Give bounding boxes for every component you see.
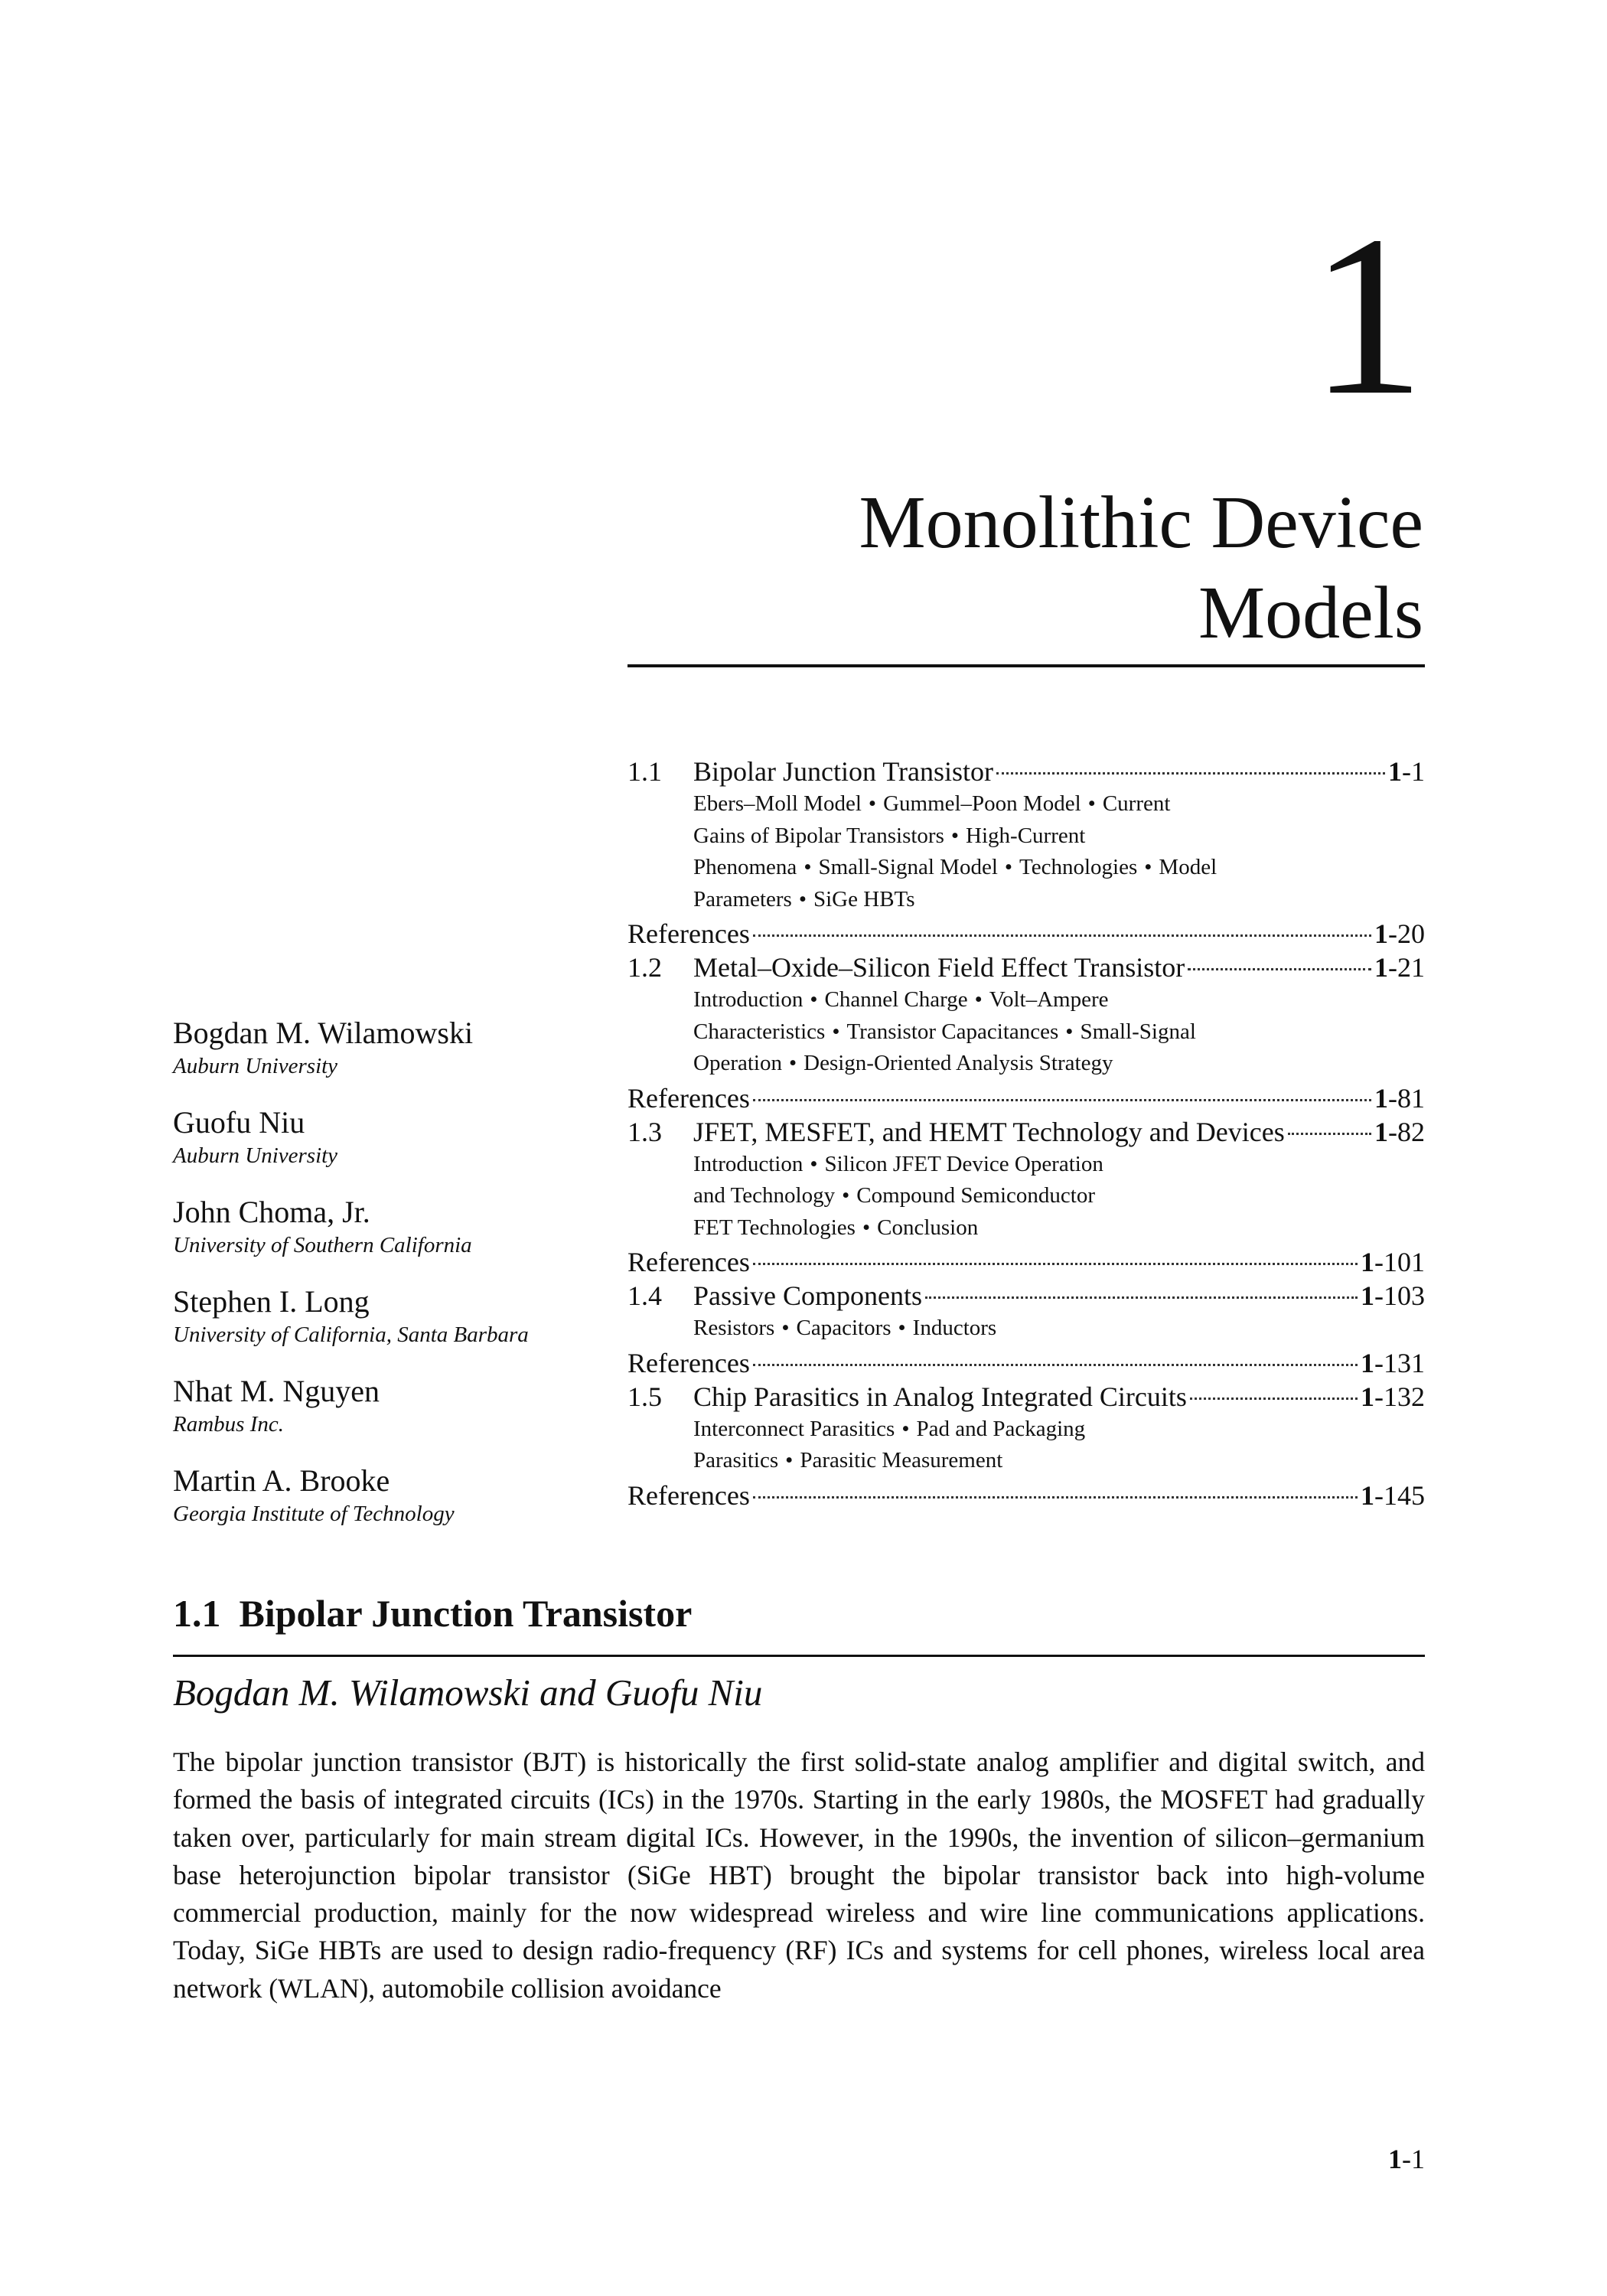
toc-leader-dots: [1288, 1133, 1371, 1135]
toc-subtopic-line: [693, 1048, 1425, 1080]
toc-subtopic-line: [693, 1016, 1425, 1049]
bullet-separator-icon: •: [810, 987, 818, 1012]
toc-subtopic: Introduction: [693, 1151, 804, 1176]
section-rule: [173, 1655, 1425, 1657]
toc-references-entry[interactable]: [627, 1346, 1425, 1380]
author-name: Martin A. Brooke: [173, 1463, 390, 1498]
toc-entry-label: References: [627, 1082, 750, 1114]
toc-entry-label: Metal–Oxide–Silicon Field Effect Transistor: [693, 952, 1185, 983]
toc-entry-label: References: [627, 1479, 750, 1511]
toc-page-number: 1-1: [1388, 756, 1425, 787]
toc-subtopic: Design-Oriented Analysis Strategy: [804, 1051, 1113, 1075]
table-of-contents: [627, 755, 1425, 1512]
author-name: Nhat M. Nguyen: [173, 1374, 380, 1408]
toc-page-number: 1-82: [1374, 1116, 1425, 1147]
author-name: John Choma, Jr.: [173, 1195, 370, 1229]
toc-leader-dots: [753, 1099, 1371, 1101]
section-authors: Bogdan M. Wilamowski and Guofu Niu: [173, 1671, 763, 1714]
section-heading: [173, 1590, 1425, 1636]
toc-subtopic-line: [693, 1149, 1425, 1181]
toc-subtopic: Volt–Ampere: [989, 987, 1109, 1012]
toc-page-number: 1-21: [1374, 952, 1425, 983]
toc-leader-dots: [753, 1496, 1358, 1499]
bullet-separator-icon: •: [1065, 1019, 1074, 1044]
toc-subtopic: Operation: [693, 1051, 782, 1075]
toc-subtopic: Pad and Packaging: [916, 1416, 1086, 1441]
toc-subtopic: Model: [1159, 855, 1217, 879]
toc-subtopic-line: [693, 1180, 1425, 1212]
bullet-separator-icon: •: [842, 1183, 850, 1208]
toc-subtopic-line: [693, 1212, 1425, 1244]
toc-references-entry[interactable]: [627, 1245, 1425, 1279]
toc-subtopic: Small-Signal Model: [818, 855, 998, 879]
toc-page-number: 1-145: [1361, 1479, 1425, 1511]
toc-subtopic: Parameters: [693, 886, 792, 912]
page-number: [1388, 2143, 1425, 2175]
toc-subtopic: Small-Signal: [1080, 1019, 1196, 1044]
toc-entry-label: Passive Components: [693, 1280, 923, 1311]
toc-subtopics: [627, 984, 1425, 1080]
toc-subtopic: High-Current: [966, 823, 1086, 848]
toc-subtopic: Compound Semiconductor: [856, 1183, 1095, 1208]
body-paragraph: The bipolar junction transistor (BJT) is historically the first solid-state analog amplifier and digital switch, and formed the basis of integrated circuits (ICs) in the 1970s. Starting in the early 1980s, the MOSFET had gradually taken over, particularly for main stream digital ICs. However, in the 1990s, the invention of silicon–germanium base heterojunction bipolar transistor (SiGe HBT) brought the bipolar transistor back into high-volume commercial production, mainly for the now widespread wireless and wire line communications applications. Today, SiGe HBTs are used to design radio-frequency (RF) ICs and systems for cell phones, wireless local area network (WLAN), automobile collision avoidance: [173, 1746, 1425, 2004]
title-rule: [627, 664, 1425, 667]
toc-subtopic-line: [693, 984, 1425, 1016]
bullet-separator-icon: •: [785, 1448, 794, 1473]
toc-subtopic: Inductors: [912, 1316, 997, 1340]
toc-page-number: 1-103: [1361, 1280, 1425, 1311]
toc-subtopics: [627, 788, 1425, 915]
toc-entry-number: 1.5: [627, 1381, 662, 1412]
author-entry: [173, 1104, 601, 1193]
author-affiliation: Auburn University: [173, 1143, 338, 1168]
toc-subtopic: Characteristics: [693, 1019, 826, 1044]
toc-page-number: 1-101: [1361, 1247, 1425, 1277]
bullet-separator-icon: •: [832, 1019, 840, 1044]
toc-entry-label: References: [627, 1247, 750, 1277]
toc-entry-number: 1.4: [627, 1280, 662, 1311]
author-name: Stephen I. Long: [173, 1284, 370, 1319]
toc-references-entry[interactable]: [627, 917, 1425, 951]
author-entry: [173, 1014, 601, 1104]
author-entry: [173, 1372, 601, 1462]
bullet-separator-icon: •: [950, 823, 960, 848]
toc-subtopics: [627, 1414, 1425, 1477]
toc-entry[interactable]: [627, 1279, 1425, 1313]
toc-subtopic-line: [693, 1313, 1425, 1345]
toc-subtopic-line: [693, 788, 1425, 820]
toc-page-number: 1-81: [1374, 1082, 1425, 1114]
toc-leader-dots: [1190, 1397, 1358, 1400]
toc-subtopic: Interconnect Parasitics: [693, 1416, 895, 1441]
bullet-separator-icon: •: [788, 1051, 797, 1075]
author-entry: [173, 1283, 601, 1372]
toc-subtopic: Resistors: [693, 1316, 775, 1340]
toc-entry-number: 1.1: [627, 756, 662, 787]
bullet-separator-icon: •: [1144, 855, 1152, 879]
chapter-title-line-2: Models: [1198, 571, 1423, 654]
toc-entry-label: Chip Parasitics in Analog Integrated Circuits: [693, 1381, 1187, 1412]
toc-subtopic-line: [693, 1445, 1425, 1477]
toc-subtopic: Parasitic Measurement: [800, 1448, 1003, 1473]
section-title: Bipolar Junction Transistor: [239, 1592, 693, 1635]
toc-leader-dots: [753, 1263, 1358, 1265]
bullet-separator-icon: •: [781, 1316, 790, 1340]
bullet-separator-icon: •: [862, 1215, 871, 1240]
toc-subtopic: SiGe HBTs: [813, 886, 915, 912]
toc-entry[interactable]: [627, 1380, 1425, 1414]
chapter-title-line-1: Monolithic Device: [859, 481, 1423, 564]
page-number-page: -1: [1402, 2144, 1425, 2174]
toc-subtopic: Current: [1102, 791, 1171, 816]
bullet-separator-icon: •: [810, 1151, 818, 1176]
author-affiliation: University of California, Santa Barbara: [173, 1322, 529, 1347]
toc-subtopic: Silicon JFET Device Operation: [824, 1151, 1103, 1176]
toc-entry-number: 1.2: [627, 952, 662, 983]
toc-entry[interactable]: [627, 1115, 1425, 1149]
bullet-separator-icon: •: [868, 791, 877, 816]
toc-entry-number: 1.3: [627, 1116, 662, 1147]
section-number: 1.1: [173, 1592, 221, 1635]
toc-references-entry[interactable]: [627, 1479, 1425, 1512]
toc-subtopic-line: [693, 1414, 1425, 1446]
toc-subtopics: [627, 1313, 1425, 1345]
toc-subtopic-line: [693, 884, 1425, 916]
toc-subtopic: Gummel–Poon Model: [883, 791, 1081, 816]
toc-leader-dots: [753, 1364, 1358, 1366]
toc-references-entry[interactable]: [627, 1081, 1425, 1115]
author-entry: [173, 1462, 601, 1551]
author-affiliation: Rambus Inc.: [173, 1412, 284, 1437]
toc-page-number: 1-20: [1374, 918, 1425, 949]
toc-subtopic-line: [693, 820, 1425, 853]
bullet-separator-icon: •: [1087, 791, 1096, 816]
toc-subtopics: [627, 1149, 1425, 1244]
bullet-separator-icon: •: [898, 1316, 906, 1340]
toc-entry-label: Bipolar Junction Transistor: [693, 756, 994, 787]
toc-entry[interactable]: [627, 755, 1425, 788]
toc-leader-dots: [753, 934, 1371, 937]
toc-subtopic: Transistor Capacitances: [846, 1019, 1059, 1044]
page-number-chapter: 1: [1388, 2144, 1402, 2174]
bullet-separator-icon: •: [901, 1416, 910, 1441]
author-affiliation: Georgia Institute of Technology: [173, 1502, 455, 1526]
toc-subtopic-line: [693, 852, 1425, 884]
author-list: [173, 1014, 601, 1551]
author-affiliation: Auburn University: [173, 1054, 338, 1078]
toc-entry-label: References: [627, 1347, 750, 1378]
chapter-title: [859, 478, 1423, 658]
toc-subtopic: Phenomena: [693, 855, 797, 879]
author-name: Bogdan M. Wilamowski: [173, 1016, 474, 1050]
toc-leader-dots: [996, 772, 1385, 775]
toc-entry-label: References: [627, 918, 750, 949]
toc-page-number: 1-132: [1361, 1381, 1425, 1412]
toc-leader-dots: [1188, 968, 1371, 970]
author-affiliation: University of Southern California: [173, 1233, 472, 1257]
author-entry: [173, 1193, 601, 1283]
toc-entry-label: JFET, MESFET, and HEMT Technology and Devices: [693, 1116, 1285, 1147]
toc-subtopic: FET Technologies: [693, 1215, 856, 1240]
toc-subtopic: Capacitors: [796, 1316, 892, 1340]
toc-subtopic: Conclusion: [877, 1215, 979, 1240]
toc-subtopic: Ebers–Moll Model: [693, 791, 862, 816]
toc-leader-dots: [925, 1296, 1358, 1299]
author-name: Guofu Niu: [173, 1105, 305, 1140]
toc-entry[interactable]: [627, 951, 1425, 984]
bullet-separator-icon: •: [1004, 855, 1013, 879]
chapter-number: 1: [1310, 188, 1425, 442]
bullet-separator-icon: •: [798, 886, 807, 912]
bullet-separator-icon: •: [804, 855, 812, 879]
toc-subtopic: Technologies: [1019, 855, 1138, 879]
toc-subtopic: Parasitics: [693, 1448, 779, 1473]
toc-subtopic: Introduction: [693, 987, 804, 1012]
toc-subtopic: Channel Charge: [824, 987, 968, 1012]
bullet-separator-icon: •: [974, 987, 983, 1012]
toc-subtopic: Gains of Bipolar Transistors: [693, 823, 944, 848]
toc-page-number: 1-131: [1361, 1347, 1425, 1378]
toc-subtopic: and Technology: [693, 1183, 836, 1208]
